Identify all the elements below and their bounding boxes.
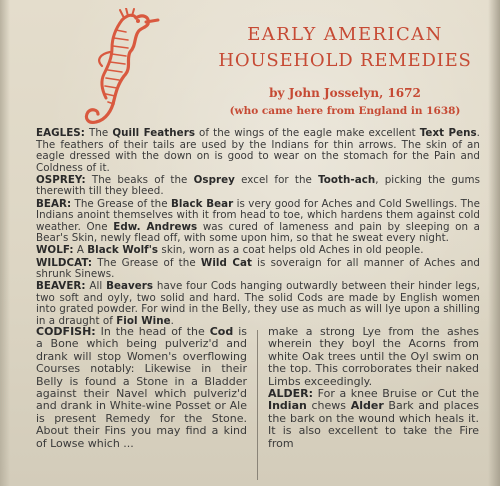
column-right: make a strong Lye from the ashes wherein they boyl the Acorns from white Oak trees until the Oyl swim on the top. This corroborates their naked Limbs exceedingly. ALDER: For a knee Bruise or Cut the Indian chews Alder Bark and places the bark on the wound which heals it. It is also excellent to take the Fire from (268, 325, 479, 450)
entry-beaver: BEAVER: All Beavers have four Cods hanging outwardly between their hinder legs, two soft and oyly, two solid and hard. The solid Cods are made by English women into grated powder. For wind in the Belly, they use as much as will lye upon a shilling in a draught of Fiol Wine. (36, 280, 480, 327)
entry-heading: BEAR: (36, 197, 72, 210)
entry-wolf: WOLF: A Black Wolf's skin, worn as a coat helps old Aches in old people. (36, 244, 424, 257)
seahorse-icon (62, 8, 162, 130)
entry-heading: EAGLES: (36, 127, 85, 139)
column-left: CODFISH: In the head of the Cod is a Bone which being pulveriz'd and drank will stop Women's overflowing Courses notably: Likewise in their Belly is found a Stone in a Bladder against their Navel which pulveriz'd and drank in White-wine Posset or Ale is present Remedy for the Stone. About their Fins you may find a kind of Lowse which ... (36, 325, 247, 450)
entry-wildcat: WILDCAT: The Grease of the Wild Cat is soveraign for all manner of Aches and shrunk Sinews. (36, 256, 481, 281)
page-edge-shadow-left (0, 0, 10, 486)
entry-heading: OSPREY: (36, 173, 86, 186)
column-divider (257, 330, 258, 480)
article-title-line1: EARLY AMERICAN (247, 24, 443, 45)
article-header (195, 24, 495, 118)
two-column-section (36, 326, 480, 486)
entry-heading: WILDCAT: (36, 256, 93, 269)
article-byline: by John Josselyn, 1672 (269, 86, 421, 100)
entry-continuation: make a strong Lye from the ashes wherein they boyl the Acorns from white Oak trees until the Oyl swim on the top. This corroborates their naked Limbs exceedingly. (268, 325, 479, 388)
entry-heading: ALDER: (268, 387, 314, 401)
entry-osprey: OSPREY: The beaks of the Osprey excel for the Tooth-ach, picking the gums therewith till they bleed. (36, 173, 481, 198)
entry-heading: WOLF: (36, 244, 74, 257)
entry-heading: BEAVER: (36, 280, 86, 293)
entry-heading: CODFISH: (36, 325, 96, 338)
entry-bear: BEAR: The Grease of the Black Bear is very good for Aches and Cold Swellings. The Indians anoint themselves with it from head to toe, which hardens them against cold weather. One Edw. Andrews was cured of lameness and pain by sleeping on a Bear's Skin, newly flead off, with some upon him, so that he sweat every night. (36, 197, 480, 245)
entry-eagles: EAGLES: The Quill Feathers of the wings of the eagle make excellent Text Pens. The feathers of their tails are used by the Indians for thin arrows. The skin of an eagle dressed with the down on is good to wear on the stomach for the Pain and Coldness of it. (36, 127, 480, 174)
article-origin-note: (who came here from England in 1638) (229, 105, 461, 117)
remedies-list (36, 128, 480, 328)
article-title-line2: HOUSEHOLD REMEDIES (218, 50, 472, 71)
